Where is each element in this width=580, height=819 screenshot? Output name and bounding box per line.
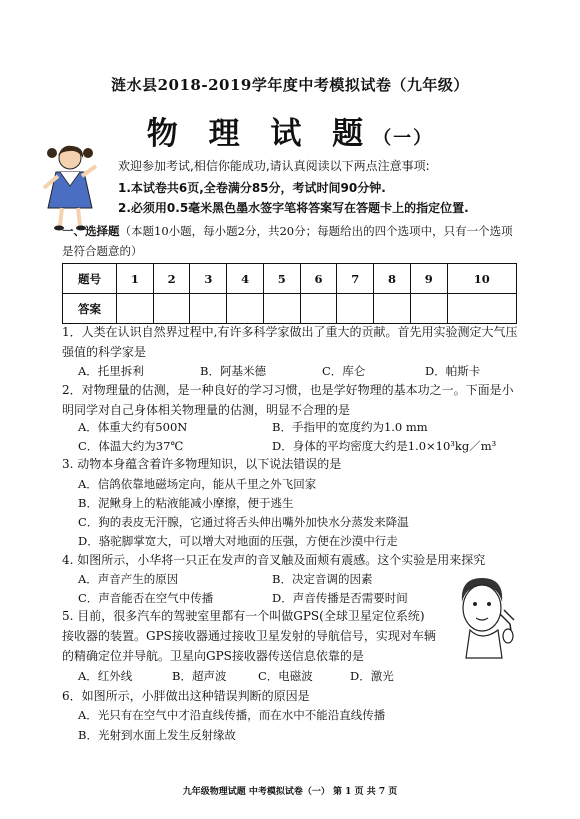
notice-item-1: 1.本试卷共6页,全卷满分85分，考试时间90分钟.	[118, 181, 386, 195]
q1-option-c: C．库仑	[322, 364, 366, 378]
question-5-line-3: 的精确定位并导航。卫星向GPS接收器传送信息依靠的是	[62, 649, 364, 663]
q5-option-c: C．电磁波	[258, 669, 313, 683]
answer-cell[interactable]	[153, 294, 190, 324]
q5-option-a: A．红外线	[78, 669, 133, 683]
q4-option-b: B．决定音调的因素	[272, 572, 373, 586]
question-number-cell: 7	[337, 264, 374, 294]
question-3-stem: 3. 动物本身蕴含着许多物理知识，以下说法错误的是	[62, 457, 342, 471]
q4-option-d: D．声音传播是否需要时间	[272, 591, 408, 605]
student-girl-illustration	[38, 142, 102, 232]
answer-cell[interactable]	[374, 294, 411, 324]
q2-option-c: C．体温大约为37℃	[78, 439, 184, 453]
title-text: 物 理 试 题	[146, 116, 374, 152]
answer-cell[interactable]	[447, 294, 516, 324]
question-1-stem: 1．人类在认识自然界过程中,有许多科学家做出了重大的贡献。首先用实验测定大气压强值的科学家是	[62, 325, 518, 359]
q3-option-d: D．骆驼脚掌宽大，可以增大对地面的压强，方便在沙漠中行走	[78, 534, 398, 548]
question-2-stem: 2．对物理量的估测，是一种良好的学习习惯，也是学好物理的基本功之一。下面是小明同学对自己身体相关物理量的估测，明显不合理的是	[62, 383, 514, 417]
row-header-number: 题号	[63, 264, 117, 294]
question-number-cell: 10	[447, 264, 516, 294]
q4-option-c: C．声音能否在空气中传播	[78, 591, 214, 605]
q2-option-b: B．手指甲的宽度约为1.0 mm	[272, 420, 428, 434]
q3-option-b: B．泥鳅身上的粘液能减小摩擦，便于逃生	[78, 496, 294, 510]
question-5-line-1: 5. 目前，很多汽车的驾驶室里都有一个叫做GPS(全球卫星定位系统)	[62, 609, 425, 623]
question-5-line-2: 接收器的装置。GPS接收器通过接收卫星发射的导航信号，实现对车辆	[62, 629, 436, 643]
answer-cell[interactable]	[117, 294, 154, 324]
q2-option-a: A．体重大约有500N	[78, 420, 188, 434]
question-number-cell: 2	[153, 264, 190, 294]
answer-cell[interactable]	[263, 294, 300, 324]
row-header-answer: 答案	[63, 294, 117, 324]
tuning-fork-boy-illustration	[452, 572, 516, 662]
q5-option-d: D．激光	[350, 669, 394, 683]
q5-option-b: B．超声波	[172, 669, 227, 683]
question-number-cell: 1	[117, 264, 154, 294]
q1-option-a: A．托里拆利	[78, 364, 144, 378]
q3-option-c: C．狗的表皮无汗腺，它通过将舌头伸出嘴外加快水分蒸发来降温	[78, 515, 409, 529]
answer-table	[62, 263, 517, 324]
q3-option-a: A．信鸽依靠地磁场定向，能从千里之外飞回家	[78, 477, 317, 491]
section-description: （本题10小题，每小题2分，共20分；每题给出的四个选项中，只有一个选项是符合题意的）	[62, 224, 513, 258]
question-number-cell: 5	[263, 264, 300, 294]
table-row	[63, 294, 517, 324]
table-row	[63, 264, 517, 294]
q6-option-a: A．光只有在空气中才沿直线传播，而在水中不能沿直线传播	[78, 708, 386, 722]
page-footer: 九年级物理试题 中考模拟试卷（一） 第 1 页 共 7 页	[182, 787, 398, 797]
question-4-stem: 4. 如图所示，小华将一只正在发声的音叉触及面颊有震感。这个实验是用来探究	[62, 553, 486, 567]
county-line: 涟水县2018-2019学年度中考模拟试卷（九年级）	[111, 76, 469, 94]
notice-item-2: 2.必须用0.5毫米黑色墨水签字笔将答案写在答题卡上的指定位置.	[118, 201, 469, 215]
q2-option-d: D．身体的平均密度大约是1.0×10³kg／m³	[272, 439, 497, 453]
question-number-cell: 3	[190, 264, 227, 294]
q4-option-a: A．声音产生的原因	[78, 572, 179, 586]
question-6-stem: 6．如图所示，小胖做出这种错误判断的原因是	[62, 689, 310, 703]
question-number-cell: 9	[410, 264, 447, 294]
question-number-cell: 4	[227, 264, 264, 294]
title-suffix: （一）	[373, 128, 434, 149]
answer-cell[interactable]	[227, 294, 264, 324]
answer-cell[interactable]	[410, 294, 447, 324]
question-number-cell: 6	[300, 264, 337, 294]
q1-option-b: B．阿基米德	[200, 364, 266, 378]
q6-option-b: B．光射到水面上发生反射缘故	[78, 728, 236, 742]
q1-option-d: D．帕斯卡	[425, 364, 481, 378]
answer-cell[interactable]	[337, 294, 374, 324]
notice-intro: 欢迎参加考试,相信你能成功,请认真阅读以下两点注意事项:	[118, 159, 430, 173]
section-heading	[62, 221, 522, 261]
section-label: 一、选择题	[62, 224, 120, 238]
question-number-cell: 8	[374, 264, 411, 294]
answer-cell[interactable]	[300, 294, 337, 324]
answer-cell[interactable]	[190, 294, 227, 324]
